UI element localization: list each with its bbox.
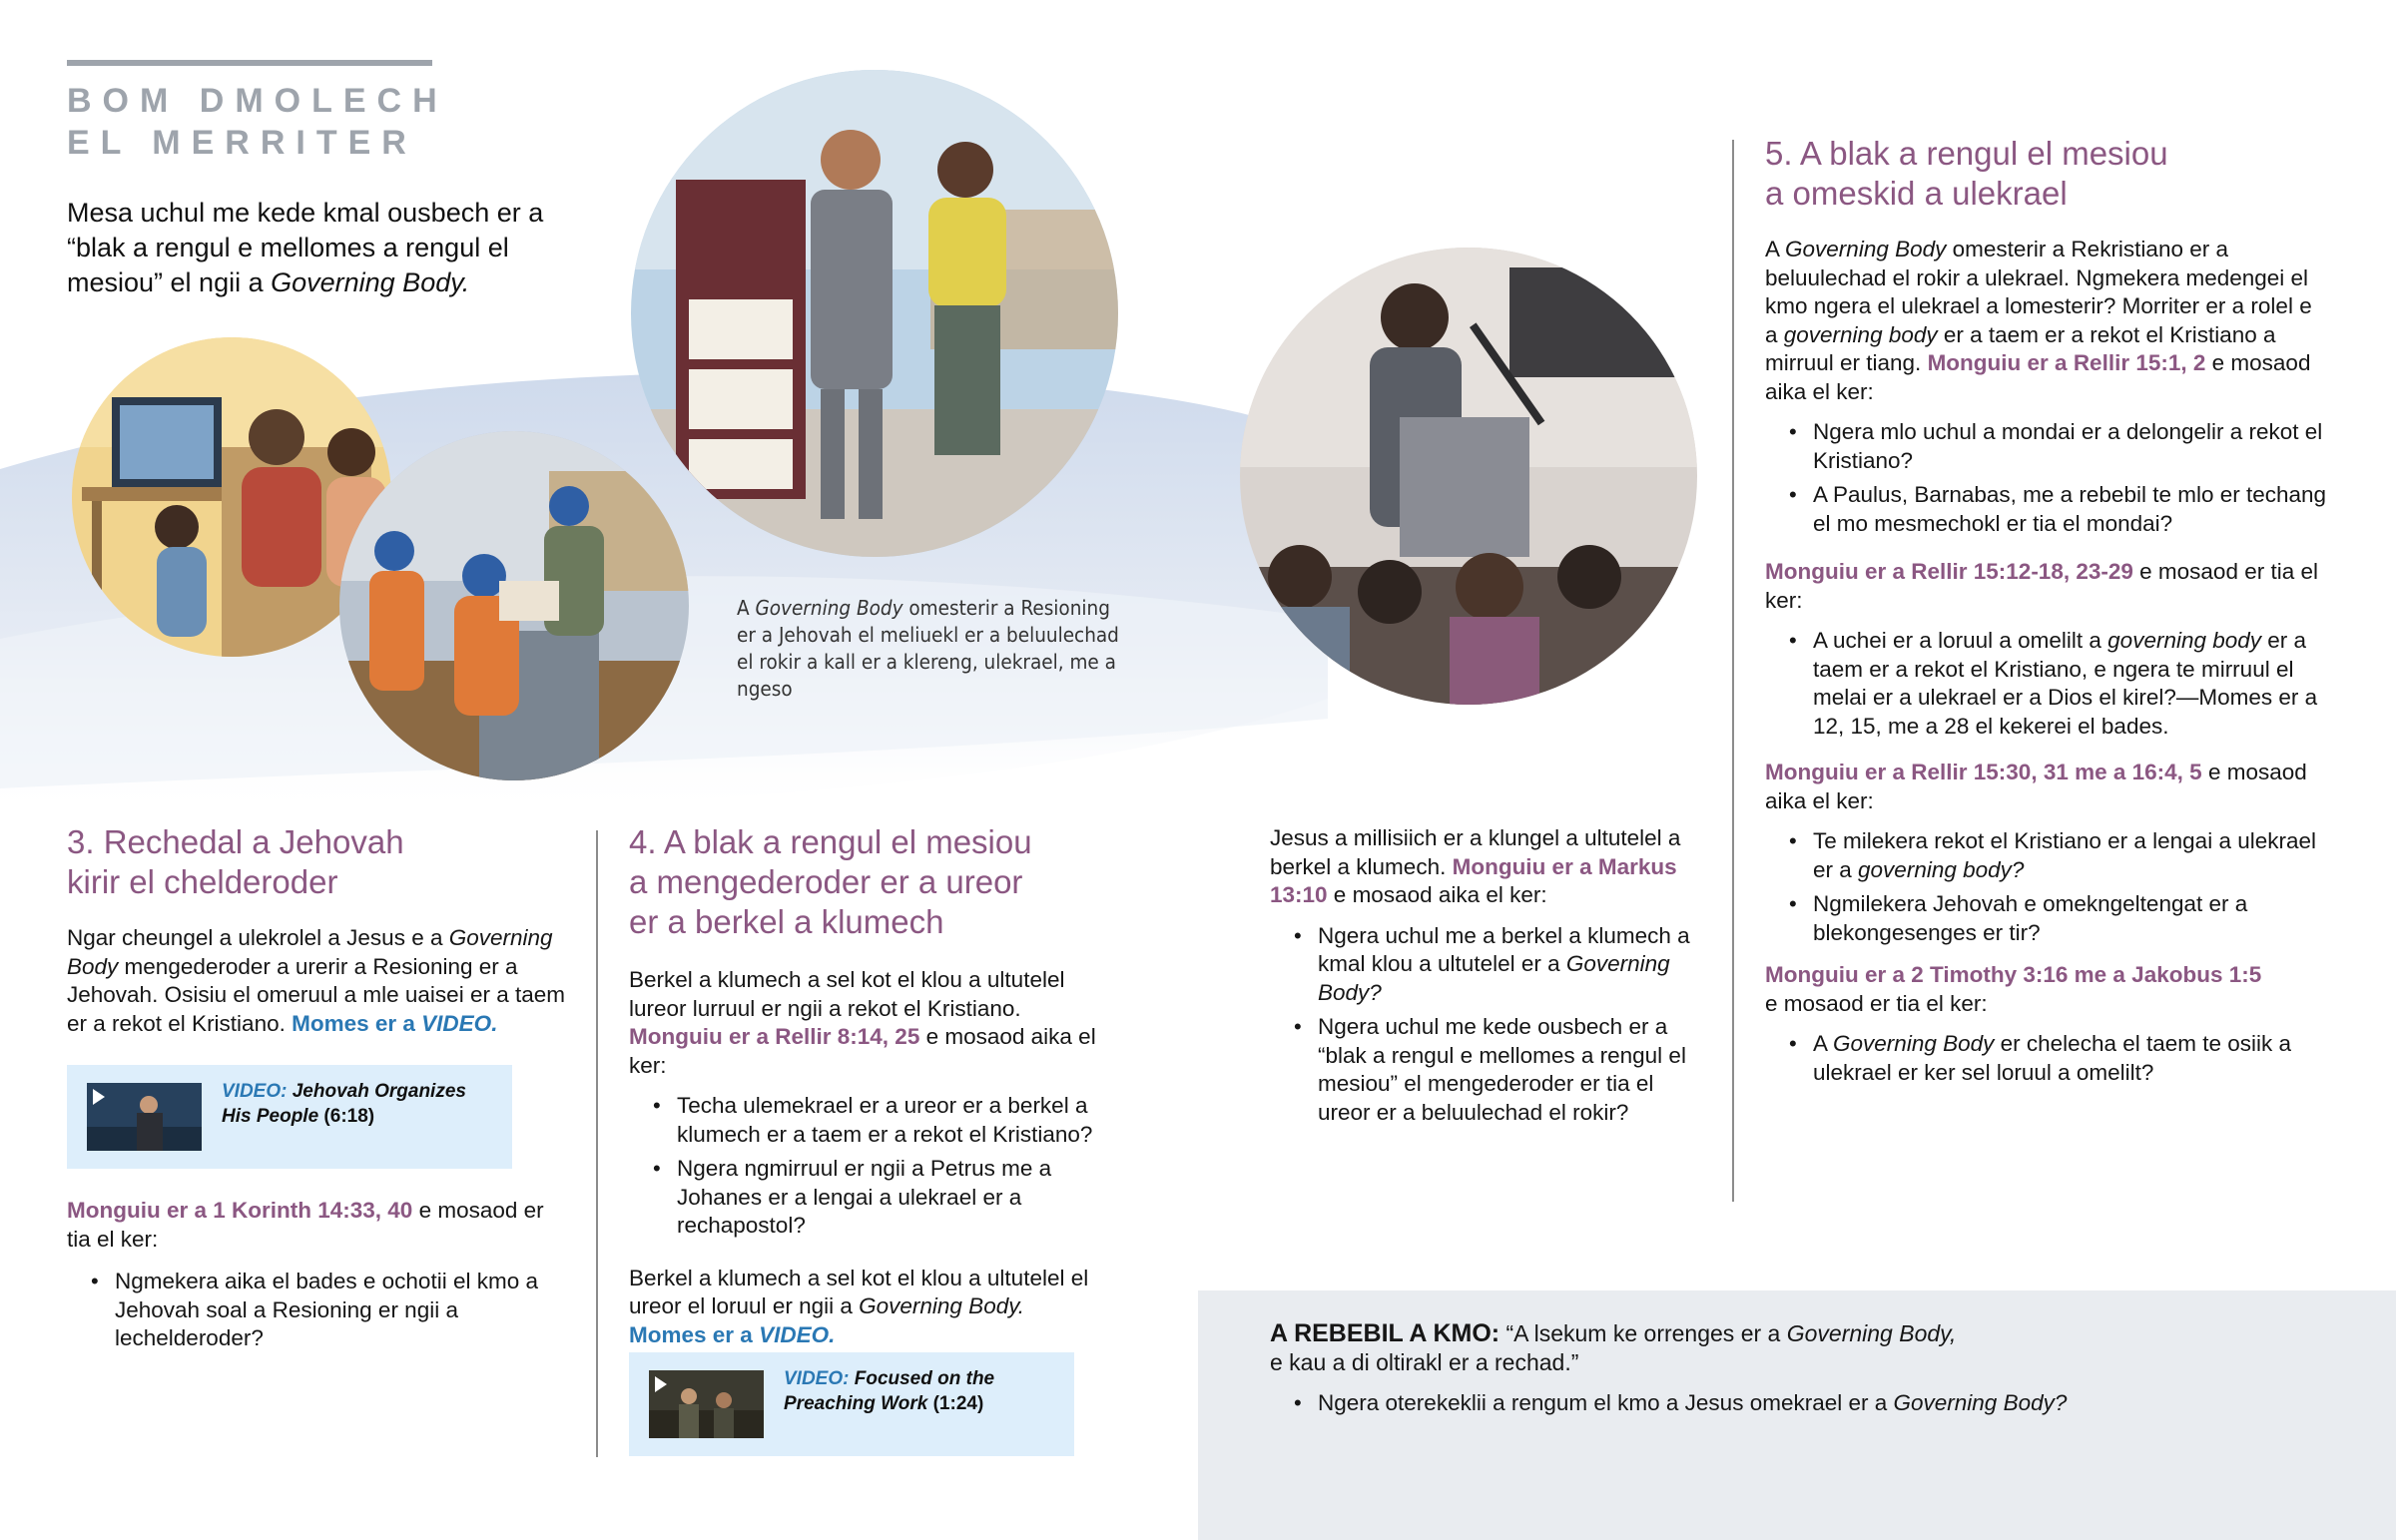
s5-q3-em: governing body?	[1858, 856, 2025, 882]
s5-question: • Ngmilekera Jehovah e omekngeltengat er a blekongesenges er tir?	[1765, 890, 2330, 947]
video-title	[784, 1366, 1053, 1416]
s4-scripture-ref[interactable]: Monguiu er a Rellir 8:14, 25	[629, 1024, 920, 1049]
s3-scripture-ref[interactable]: Monguiu er a 1 Korinth 14:33, 40	[67, 1198, 413, 1223]
see-video-link[interactable]	[292, 1011, 497, 1036]
s5-question-list-4	[1765, 1030, 2330, 1087]
section-4-heading-line-2: a mengederoder er a ureor	[629, 863, 1023, 900]
s5-question	[1765, 827, 2330, 884]
eyebrow-line-2: EL MERRITER	[67, 124, 417, 162]
objection-quote	[1270, 1319, 2288, 1377]
section-4-paragraph-2	[629, 1265, 1118, 1350]
s3-text-b: mengederoder a urerir a Resioning er a Jehovah. Osisiu el omeruul a mle uaisei er a taem er a rekot el Kristiano.	[67, 953, 565, 1036]
objection-panel-content	[1270, 1319, 2288, 1424]
section-5-heading-line-2: a omeskid a ulekrael	[1765, 175, 2068, 212]
s5-question: • Ngera mlo uchul a mondai er a delongelir a rekot el Kristiano?	[1765, 418, 2330, 475]
objection-question	[1270, 1389, 2288, 1418]
s5-question	[1765, 1030, 2330, 1087]
column-divider-1	[596, 830, 598, 1457]
see-video-link-em: VIDEO.	[421, 1010, 498, 1036]
s4-question: • Techa ulemekrael er a ureor er a berkel a klumech er a taem er a rekot el Kristiano?	[629, 1092, 1118, 1149]
s4-question-list	[629, 1092, 1118, 1241]
s5-scripture-ref-4[interactable]: Monguiu er a 2 Timothy 3:16 me a Jakobus 1:5	[1765, 962, 2262, 987]
s4-ref-tail: e mosaod aika el ker:	[629, 1024, 1096, 1078]
illustration-caption	[737, 595, 1126, 703]
see-video-link-text: Momes er a	[629, 1321, 760, 1347]
s5-question-list-2	[1765, 627, 2330, 741]
s5-text-a: A	[1765, 237, 1786, 261]
middle-column	[1270, 824, 1709, 1133]
video-focused-on-preaching[interactable]	[629, 1352, 1074, 1456]
play-icon	[655, 1376, 667, 1392]
s5-question-list-3	[1765, 827, 2330, 947]
section-3-questions	[67, 1197, 566, 1359]
s5-text-c: er a taem er a rekot el Kristiano a mirruul er tiang.	[1765, 321, 2276, 375]
column-divider-2	[1732, 140, 1734, 1202]
s5-q4-text-a: A	[1813, 1031, 1834, 1056]
video-title-text: Focused on the Preaching Work	[784, 1368, 995, 1414]
s5-reference-4	[1765, 961, 2330, 1018]
caption-part-b: omesterir a Resioning er a Jehovah el meliuekl er a beluulechad el rokir a kall er a klereng, ulekrael, me a ngeso	[737, 596, 1119, 701]
s5-q2-text-a: A uchei er a loruul a omelilt a	[1813, 628, 2108, 653]
eyebrow-title	[67, 80, 448, 164]
s5-ref3-tail: e mosaod aika el ker:	[1765, 760, 2307, 813]
header-rule	[67, 60, 432, 66]
s5-reference-2	[1765, 558, 2330, 615]
middle-question: • Ngera uchul me kede ousbech er a “blak a rengul e mellomes a rengul el mesiou” el mengederoder er tia el ureor er a beluulechad el rokir?	[1270, 1013, 1709, 1127]
intro-text-main: Mesa uchul me kede kmal ousbech er a “blak a rengul e mellomes a rengul el mesiou” el ngii a	[67, 198, 544, 297]
play-icon	[93, 1089, 105, 1105]
section-3-heading-line-1: 3. Rechedal a Jehovah	[67, 823, 404, 860]
couple-at-literature-cart-illustration	[631, 70, 1118, 557]
s5-ref2-tail: e mosaod er tia el ker:	[1765, 559, 2318, 613]
s5-text-b: omesterir a Rekristiano er a beluulechad el rokir a ulekrael. Ngmekera medengei el kmo ngera el ulekrael a lomesterir? Morriter er a rolel e a	[1765, 237, 2312, 347]
s5-question: • A Paulus, Barnabas, me a rebebil te mlo er techang el mo mesmechokl er tia el mondai?	[1765, 481, 2330, 538]
section-4-paragraph-1	[629, 966, 1118, 1080]
s3-question: • Ngmekera aika el bades e ochotii el kmo a Jehovah soal a Resioning er ngii a lechelderoder?	[67, 1268, 566, 1353]
caption-part-a: A	[737, 596, 756, 620]
section-3-heading-line-2: kirir el chelderoder	[67, 863, 338, 900]
s5-scripture-ref-2[interactable]: Monguiu er a Rellir 15:12-18, 23-29	[1765, 559, 2133, 584]
s3-question-list	[67, 1268, 566, 1353]
s5-scripture-ref-3[interactable]: Monguiu er a Rellir 15:30, 31 me a 16:4, 5	[1765, 760, 2202, 784]
eyebrow-line-1: BOM DMOLECH	[67, 82, 448, 120]
middle-paragraph	[1270, 824, 1709, 910]
section-4-heading-line-3: er a berkel a klumech	[629, 903, 944, 940]
s4-text-1: Berkel a klumech a sel kot el klou a ultutelel lureor lurruul er ngii a rekot el Kristiano.	[629, 967, 1065, 1021]
video-title-text: Jehovah Organizes His People	[222, 1081, 466, 1127]
s5-ref4-tail: e mosaod er tia el ker:	[1765, 990, 1988, 1016]
section-3	[67, 822, 566, 1038]
objection-question-list	[1270, 1389, 2288, 1418]
s3-ref-tail: e mosaod er tia el ker:	[67, 1198, 544, 1252]
middle-question-text: Ngera uchul me a berkel a klumech a kmal klou a ultutelel er a	[1318, 922, 1690, 976]
s5-text-em1: Governing Body	[1785, 237, 1947, 261]
objection-quote-em: Governing Body,	[1786, 1320, 1957, 1346]
video-label: VIDEO:	[222, 1081, 288, 1102]
section-5-paragraph	[1765, 236, 2330, 406]
section-5	[1765, 134, 2330, 1093]
intro-text	[67, 196, 586, 300]
video-jehovah-organizes[interactable]	[67, 1065, 512, 1169]
see-video-link-text: Momes er a	[292, 1010, 422, 1036]
s5-text-em2: governing body	[1783, 321, 1938, 347]
section-5-heading-line-1: 5. A blak a rengul el mesiou	[1765, 135, 2168, 172]
s5-q2-text-b: er a taem er a rekot el Kristiano, e ngera te mirruul el melai er a ulekrael er a Dios el kirel?—Momes er a 12, 15, me a 28 el kekerei el bades.	[1813, 628, 2318, 739]
s4-text-2-em: Governing Body.	[859, 1293, 1025, 1318]
video-duration: (1:24)	[927, 1393, 984, 1414]
s5-question-list-1	[1765, 418, 2330, 538]
s5-question	[1765, 627, 2330, 741]
s5-q4-text-b: er chelecha el taem te osiik a ulekrael er ker sel loruul a omelilt?	[1813, 1031, 2292, 1085]
speaker-at-podium-illustration	[1240, 248, 1697, 705]
video-thumbnail	[87, 1083, 202, 1151]
intro-text-emphasis: Governing Body.	[271, 267, 470, 297]
s5-q2-em: governing body	[2107, 628, 2262, 653]
middle-text: Jesus a millisiich er a klungel a ultutelel a berkel a klumech.	[1270, 825, 1681, 879]
s4-question: • Ngera ngmirruul er ngii a Petrus me a Johanes er a lengai a ulekrael er a rechapostol?	[629, 1155, 1118, 1241]
section-4-heading	[629, 822, 1118, 942]
video-title	[222, 1079, 491, 1129]
video-duration: (6:18)	[318, 1106, 375, 1127]
section-4	[629, 822, 1118, 1349]
s5-ref-tail: e mosaod aika el ker:	[1765, 350, 2311, 404]
see-video-link[interactable]	[629, 1322, 835, 1347]
objection-question-em: Governing Body?	[1893, 1390, 2068, 1415]
objection-quote-a: “A lsekum ke orrenges er a	[1499, 1320, 1787, 1346]
video-thumbnail	[649, 1370, 764, 1438]
middle-ref-tail: e mosaod aika el ker:	[1327, 882, 1547, 907]
caption-emphasis: Governing Body	[755, 596, 903, 620]
objection-question-text: Ngera oterekeklii a rengum el kmo a Jesus omekrael er a	[1318, 1390, 1894, 1415]
see-video-link-em: VIDEO.	[759, 1321, 836, 1347]
s5-q3-text: Te milekera rekot el Kristiano er a lengai a ulekrael er a	[1813, 828, 2316, 882]
section-5-heading	[1765, 134, 2330, 214]
s3-reference	[67, 1197, 566, 1254]
volunteers-loading-boxes-illustration	[339, 431, 689, 780]
s3-text-em: Governing Body	[67, 925, 553, 979]
middle-question-list	[1270, 922, 1709, 1128]
s5-scripture-ref[interactable]: Monguiu er a Rellir 15:1, 2	[1927, 350, 2206, 375]
s5-q4-em: Governing Body	[1833, 1031, 1995, 1056]
section-4-heading-line-1: 4. A blak a rengul el mesiou	[629, 823, 1032, 860]
s3-text-a: Ngar cheungel a ulekrolel a Jesus e a	[67, 925, 449, 950]
section-3-heading	[67, 822, 566, 902]
s4-text-2: Berkel a klumech a sel kot el klou a ultutelel el ureor el loruul er ngii a	[629, 1265, 1089, 1318]
middle-question-em: Governing Body?	[1318, 951, 1670, 1005]
s5-reference-3	[1765, 759, 2330, 815]
objection-quote-b: e kau a di oltirakl er a rechad.”	[1270, 1349, 1579, 1375]
middle-scripture-ref[interactable]: Monguiu er a Markus 13:10	[1270, 853, 1677, 907]
middle-question	[1270, 922, 1709, 1008]
video-label: VIDEO:	[784, 1368, 850, 1389]
section-3-paragraph	[67, 924, 566, 1038]
objection-label: A REBEBIL A KMO:	[1270, 1319, 1500, 1347]
